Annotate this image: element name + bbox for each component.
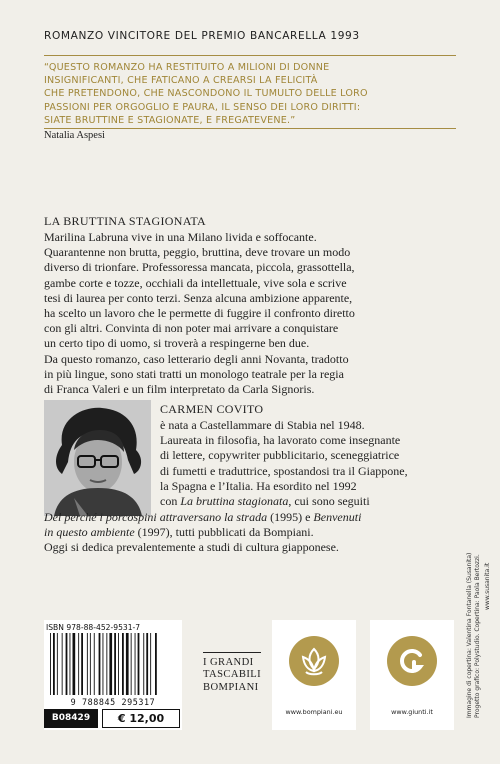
cover-credits: Immagine di copertina: Valentina Fontanella (Susanita) Progetto grafico: Polystudio. Copertina: Paola Bertozzi. www.susanita.it — [466, 552, 491, 718]
giunti-url[interactable]: www.giunti.it — [391, 708, 433, 716]
bompiani-logo-panel — [272, 620, 356, 730]
quote-bottom-rule — [44, 128, 456, 129]
giunti-logo-icon — [387, 636, 437, 686]
isbn-number: ISBN 978-88-452-9531-7 — [46, 623, 141, 632]
barcode-digits: 9 788845 295317 — [70, 697, 156, 707]
author-photo — [44, 400, 151, 516]
cover-headline: ROMANZO VINCITORE DEL PREMIO BANCARELLA 1993 — [44, 30, 360, 42]
giunti-logo-panel — [370, 620, 454, 730]
quote-top-rule — [44, 55, 456, 56]
book-title: LA BRUTTINA STAGIONATA — [44, 214, 207, 228]
author-bio: è nata a Castellammare di Stabia nel 1948. Laureata in filosofia, ha lavorato come insegnante di lettere, copywriter pubblicitario, sceneggiatrice di fumetti e traduttrice, spostandosi tra il Giappone, la Spagna e l’Italia. Ha esordito nel 1992 con La bruttina stagionata, cui sono seguiti — [160, 418, 408, 509]
review-quote: “QUESTO ROMANZO HA RESTITUITO A MILIONI DI DONNE INSIGNIFICANTI, CHE FATICANO A CREARSI LA FELICITÀ CHE PRETENDONO, CHE NASCONDONO IL TUMULTO DELLE LORO PASSIONI PER ORGOGLIO E PAURA, IL SENSO DEI LORO DIRITTI: SIATE BRUTTINE E STAGIONATE, E FREGATEVENE.” — [44, 62, 368, 126]
author-name: CARMEN COVITO — [160, 402, 264, 416]
author-bio-continued: Del perché i porcospini attraversano la strada (1995) e Benvenuti in questo ambiente (1997), tutti pubblicati da Bompiani. Oggi si dedica prevalentemente a studi di cultura giapponese. — [44, 510, 362, 555]
barcode-image — [48, 633, 176, 695]
bompiani-url[interactable]: www.bompiani.eu — [285, 708, 343, 716]
price: € 12,00 — [102, 709, 180, 728]
book-blurb: Marilina Labruna vive in una Milano livida e soffocante. Quarantenne non brutta, peggio, bruttina, deve trovare un modo diverso di trionfare. Professoressa mancata, piccola, grassottella, gambe corte e tozze, occhiali da intellettuale, vive sola e scrive tesi di laurea per conto terzi. Senza alcuna ambizione apparente, ha scelto un lavoro che le permette di fuggire il confronto diretto con gli altri. Convinta di non poter mai arrivare a conquistare un certo tipo di uomo, si troverà a respingerne ben due. Da questo romanzo, caso letterario degli anni Novanta, tradotto in più lingue, sono stati tratti un monologo teatrale per la regia di Franca Valeri e un film interpretato da Carla Signoris. — [44, 230, 355, 397]
bompiani-logo-icon — [289, 636, 339, 686]
series-rule — [203, 652, 261, 653]
quote-author: Natalia Aspesi — [44, 130, 105, 141]
product-code: B08429 — [44, 709, 98, 728]
series-name: I GRANDI TASCABILI BOMPIANI — [203, 657, 262, 693]
